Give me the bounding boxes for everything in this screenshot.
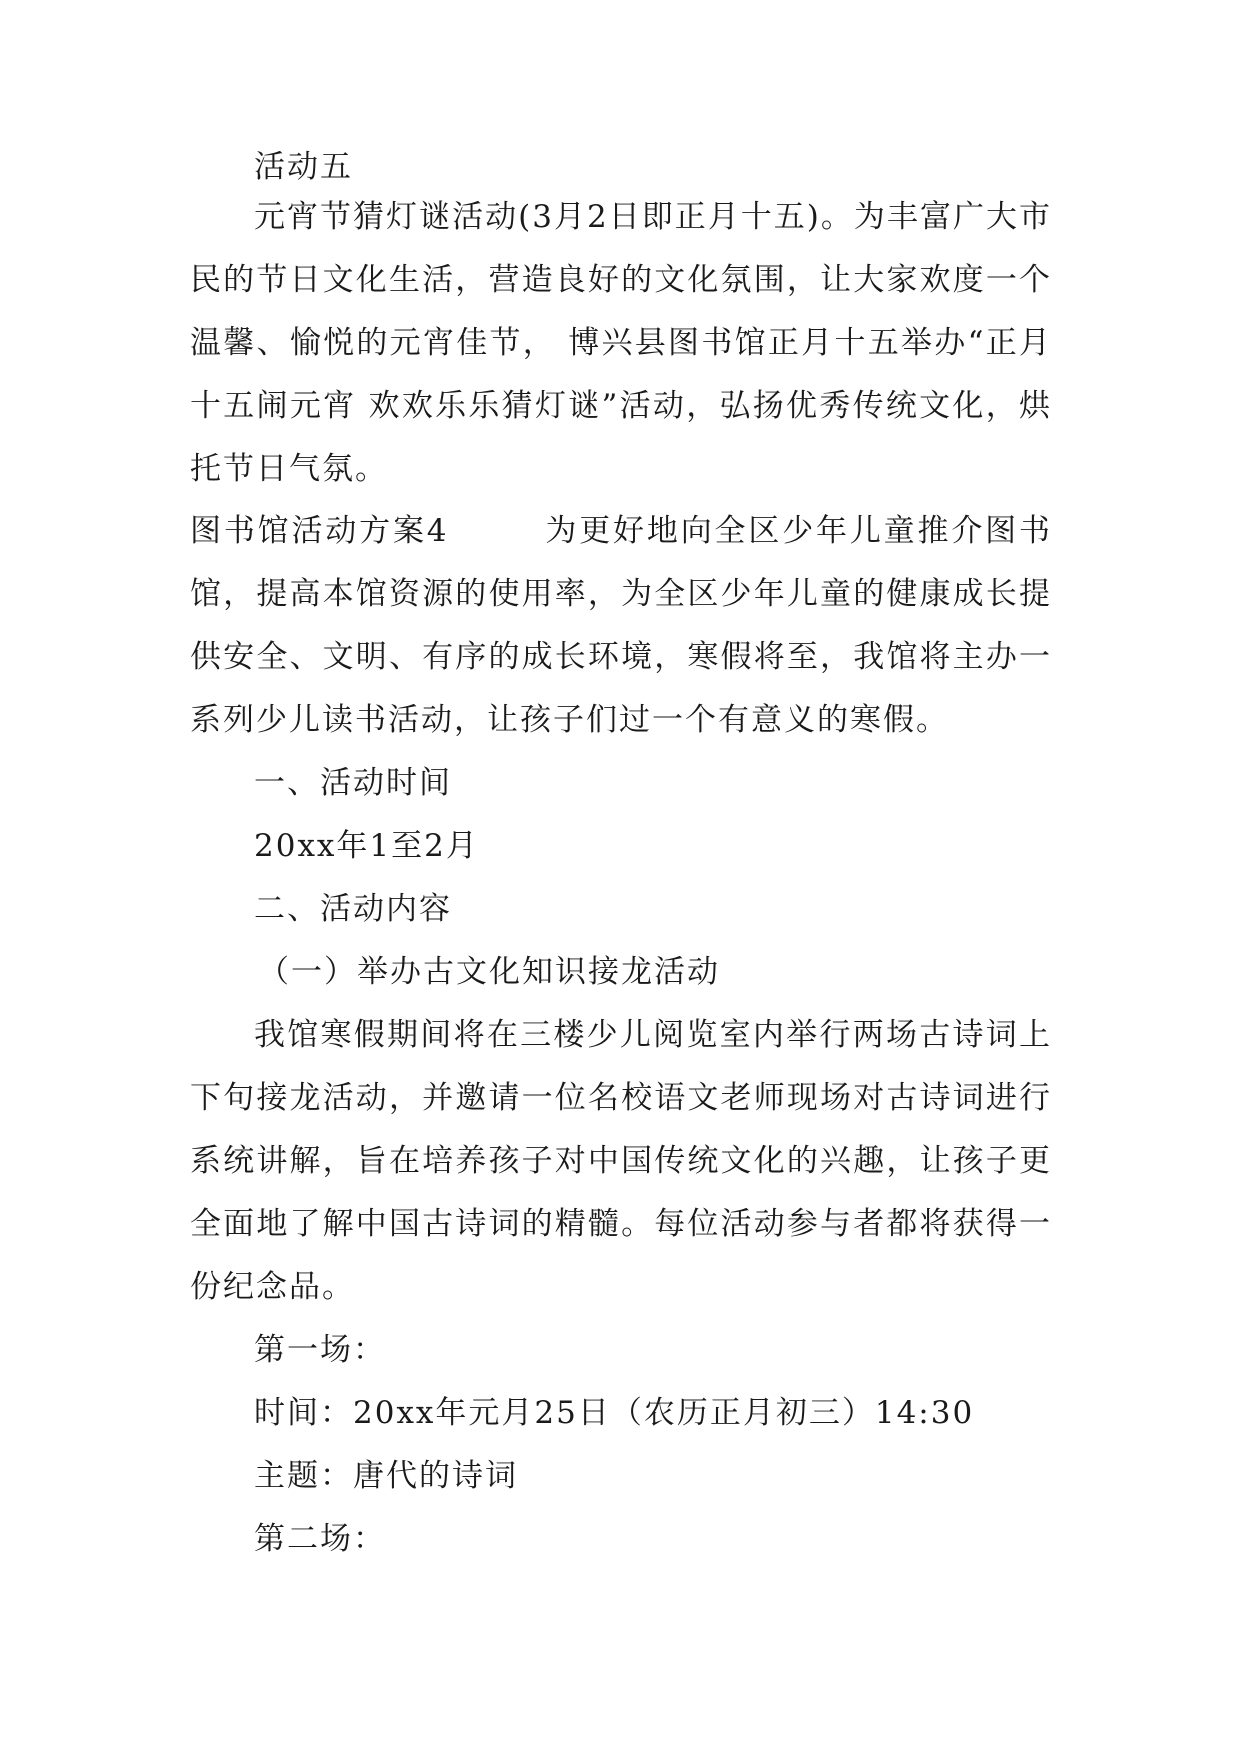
section-heading: 活动五 (254, 149, 353, 185)
sub-paragraph: 我馆寒假期间将在三楼少儿阅览室内举行两场古诗词上下句接龙活动，并邀请一位名校语文老师现场对古诗词进行系统讲解，旨在培养孩子对中国传统文化的兴趣，让孩子更全面地了解中国古诗词的精髓。每位活动参与者都将获得一份纪念品。 (190, 1017, 1052, 1305)
session1-theme: 主题：唐代的诗词 (254, 1458, 518, 1494)
plan-paragraph (190, 500, 1052, 752)
session1-time: 时间：20xx年元月25日（农历正月初三）14:30 (254, 1395, 975, 1431)
time-value: 20xx年1至2月 (254, 828, 479, 864)
session2-label: 第二场： (254, 1521, 386, 1557)
sub-heading: （一）举办古文化知识接龙活动 (258, 954, 720, 990)
time-heading: 一、活动时间 (254, 765, 452, 801)
plan-title: 图书馆活动方案4 (190, 513, 449, 549)
content-heading: 二、活动内容 (254, 891, 452, 927)
plan-intro: 为更好地向全区少年儿童推介图书馆，提高本馆资源的使用率，为全区少年儿童的健康成长提供安全、文明、有序的成长环境，寒假将至，我馆将主办一系列少儿读书活动，让孩子们过一个有意义的寒假。 (190, 513, 1052, 738)
section-paragraph: 元宵节猜灯谜活动(3月2日即正月十五)。为丰富广大市民的节日文化生活，营造良好的文化氛围，让大家欢度一个温馨、愉悦的元宵佳节， 博兴县图书馆正月十五举办“正月十五闹元宵 欢欢乐乐猜灯谜”活动，弘扬优秀传统文化，烘托节日气氛。 (190, 199, 1052, 487)
session1-label: 第一场： (254, 1332, 386, 1368)
